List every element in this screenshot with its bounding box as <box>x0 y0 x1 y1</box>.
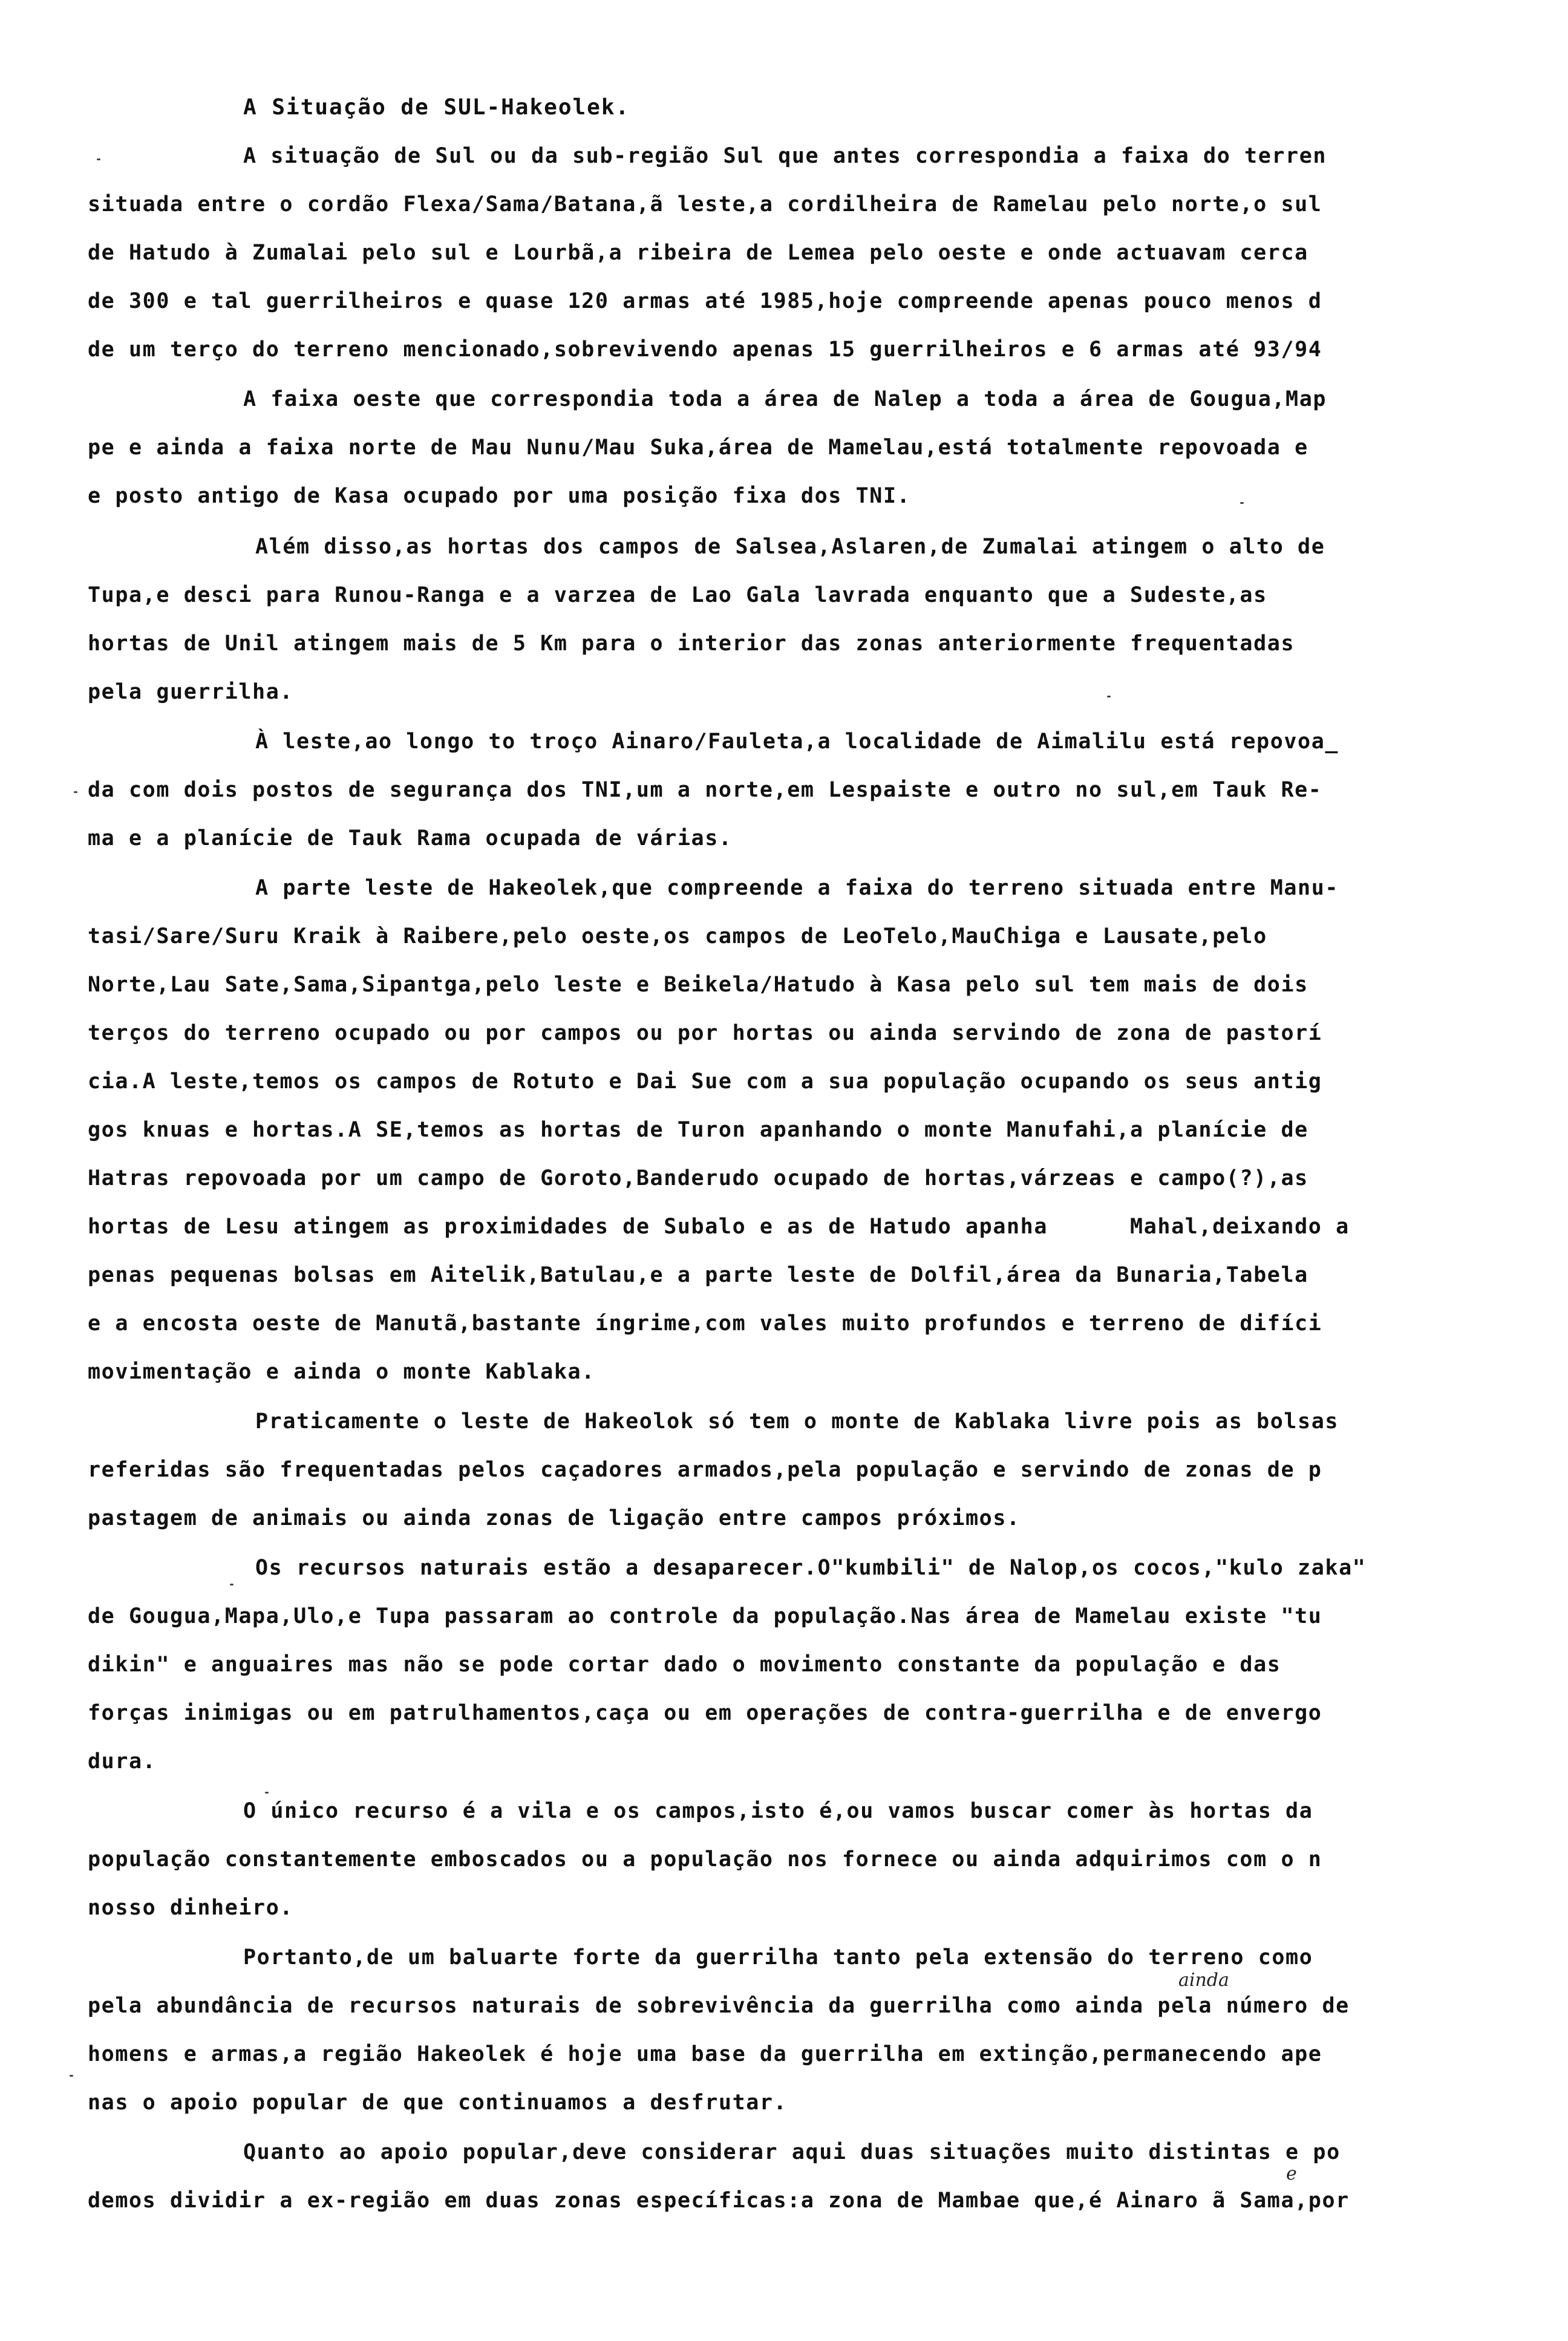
scan-speck <box>230 1584 234 1585</box>
text-line: Hatras repovoada por um campo de Goroto,Banderudo ocupado de hortas,várzeas e campo(?),as <box>88 1166 1308 1190</box>
text-line: de Gougua,Mapa,Ulo,e Tupa passaram ao controle da população.Nas área de Mamelau existe "tu <box>88 1604 1322 1628</box>
text-line: Tupa,e desci para Runou-Ranga e a varzea de Lao Gala lavrada enquanto que a Sudeste,as <box>88 583 1267 607</box>
text-line: nosso dinheiro. <box>88 1896 294 1920</box>
text-line: e posto antigo de Kasa ocupado por uma posição fixa dos TNI. <box>88 484 911 508</box>
text-line: de um terço do terreno mencionado,sobrevivendo apenas 15 guerrilheiros e 6 armas até 93/94 <box>88 338 1322 362</box>
text-line: movimentação e ainda o monte Kablaka. <box>88 1360 595 1384</box>
text-line: dikin" e anguaires mas não se pode cortar dado o movimento constante da população e das <box>88 1653 1281 1677</box>
text-line: homens e armas,a região Hakeolek é hoje uma base da guerrilha em extinção,permanecendo ape <box>88 2042 1322 2066</box>
text-line: e a encosta oeste de Manutã,bastante íngrime,com vales muito profundos e terreno de difíci <box>88 1311 1322 1336</box>
text-line: pela guerrilha. <box>88 680 294 704</box>
text-line: terços do terreno ocupado ou por campos ou por hortas ou ainda servindo de zona de pastorí <box>88 1021 1322 1045</box>
text-line: pe e ainda a faixa norte de Mau Nunu/Mau Suka,área de Mamelau,está totalmente repovoada e <box>88 436 1308 460</box>
text-line: Norte,Lau Sate,Sama,Sipantga,pelo leste e Beikela/Hatudo à Kasa pelo sul tem mais de dois <box>88 973 1308 997</box>
text-line: demos dividir a ex-região em duas zonas específicas:a zona de Mambae que,é Ainaro ã Sama,por <box>88 2189 1350 2213</box>
text-line: A parte leste de Hakeolek,que compreende a faixa do terreno situada entre Manu- <box>255 876 1339 900</box>
text-line: referidas são frequentadas pelos caçadores armados,pela população e servindo de zonas de p <box>88 1458 1322 1482</box>
text-line: Os recursos naturais estão a desaparecer.O"kumbili" de Nalop,os cocos,"kulo zaka" <box>255 1556 1367 1580</box>
text-line: forças inimigas ou em patrulhamentos,caça ou em operações de contra-guerrilha e de envergo <box>88 1701 1322 1725</box>
text-line: dura. <box>88 1749 157 1774</box>
text-line: hortas de Lesu atingem as proximidades de Subalo e as de Hatudo apanha Mahal,deixando a <box>88 1215 1350 1239</box>
scan-speck <box>265 1792 269 1794</box>
scan-speck <box>1240 502 1244 504</box>
text-line: ma e a planície de Tauk Rama ocupada de várias. <box>88 826 733 851</box>
scan-speck <box>70 2075 73 2077</box>
text-line: pastagem de animais ou ainda zonas de ligação entre campos próximos. <box>88 1506 1021 1530</box>
text-line: gos knuas e hortas.A SE,temos as hortas de Turon apanhando o monte Manufahi,a planície de <box>88 1118 1308 1142</box>
text-line: A situação de Sul ou da sub-região Sul que antes correspondia a faixa do terren <box>243 144 1327 168</box>
scan-speck <box>97 158 100 160</box>
text-line: Além disso,as hortas dos campos de Salsea,Aslaren,de Zumalai atingem o alto de <box>255 535 1325 559</box>
handwritten-annotation: ainda <box>1178 1970 1229 1991</box>
text-line: situada entre o cordão Flexa/Sama/Batana,ã leste,a cordilheira de Ramelau pelo norte,o sul <box>88 192 1322 217</box>
text-line: penas pequenas bolsas em Aitelik,Batulau,e a parte leste de Dolfil,área da Bunaria,Tabela <box>88 1263 1308 1287</box>
text-line: À leste,ao longo to troço Ainaro/Fauleta,a localidade de Aimalilu está repovoa_ <box>255 730 1339 754</box>
scan-speck <box>74 791 77 793</box>
text-line: população constantemente emboscados ou a população nos fornece ou ainda adquirimos com o n <box>88 1847 1322 1872</box>
text-line: tasi/Sare/Suru Kraik à Raibere,pelo oeste,os campos de LeoTelo,MauChiga e Lausate,pelo <box>88 924 1267 948</box>
text-line: de 300 e tal guerrilheiros e quase 120 armas até 1985,hoje compreende apenas pouco menos d <box>88 289 1322 313</box>
text-line: pela abundância de recursos naturais de sobrevivência da guerrilha como ainda pela número de <box>88 1994 1350 2018</box>
scan-speck <box>1107 696 1111 697</box>
text-line: O único recurso é a vila e os campos,isto é,ou vamos buscar comer às hortas da <box>243 1799 1313 1823</box>
text-line: Praticamente o leste de Hakeolok só tem o monte de Kablaka livre pois as bolsas <box>255 1409 1339 1434</box>
text-line: nas o apoio popular de que continuamos a desfrutar. <box>88 2091 788 2115</box>
document-title: A Situação de SUL-Hakeolek. <box>243 95 630 120</box>
text-line: cia.A leste,temos os campos de Rotuto e Dai Sue com a sua população ocupando os seus antig <box>88 1069 1322 1094</box>
text-line: Quanto ao apoio popular,deve considerar aqui duas situações muito distintas e po <box>243 2140 1341 2164</box>
text-line: Portanto,de um baluarte forte da guerrilha tanto pela extensão do terreno como <box>243 1945 1313 1970</box>
text-line: da com dois postos de segurança dos TNI,um a norte,em Lespaiste e outro no sul,em Tauk Re- <box>88 778 1322 802</box>
handwritten-annotation: e <box>1286 2163 1297 2184</box>
text-line: de Hatudo à Zumalai pelo sul e Lourbã,a ribeira de Lemea pelo oeste e onde actuavam cerca <box>88 241 1308 265</box>
text-line: hortas de Unil atingem mais de 5 Km para o interior das zonas anteriormente frequentadas <box>88 632 1295 656</box>
text-line: A faixa oeste que correspondia toda a área de Nalep a toda a área de Gougua,Map <box>243 387 1327 411</box>
